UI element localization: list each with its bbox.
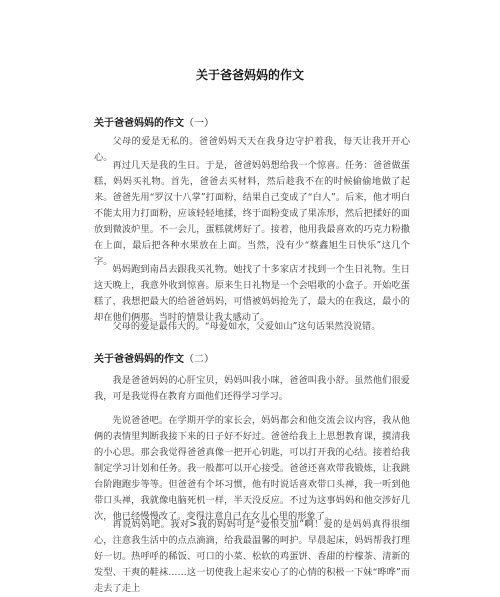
paragraph: 再过几天是我的生日。于是，爸爸妈妈想给我一个惊喜。任务：爸爸做蛋糕，妈妈买礼物。首先，爸爸去买材料，然后趁我不在的时候偷偷地做了起来。爸爸先用“罗汉十八掌”打面粉，结果自己变成了“白人”。后来，他才明白不能太用力打面粉，应该轻轻地揉，终于面粉变成了果冻形，然后把揉好的面放到微波炉里。不一会儿，蛋糕就烤好了。接着，他用我最喜欢的巧克力粉撒在上面，最后把各种水果放在上面。当然，没有少“蔡鑫旭生日快乐”这几个字。 [94,160,410,267]
paragraph: 父母的爱是无私的。爸爸妈妈天天在我身边守护着我，每天让我开开心心。 [94,136,410,163]
paragraph: 我是爸爸妈妈的心肝宝贝，妈妈叫我小咪，爸爸叫我小舒。虽然他们很爱我，可是我觉得在教育方面他们还得学习学习。 [94,375,410,402]
paragraph: 妈妈跑到南昌去跟我买礼物。她找了十多家店才找到一个生日礼物。生日这天晚上，我意外收到惊喜。原来生日礼物是一个会唱歌的小盒子。开始吃蛋糕了，我想把最大的给爸爸妈妈，可惜被妈妈抢先了，最大的在我这，最小的却在他们俩那。当时的情景让我太感动了。 [94,264,410,323]
paragraph: 父母的爱是最伟大的。“母爱如水，父爱如山”这句话果然没说错。 [112,321,381,332]
document-title: 关于爸爸妈妈的作文 [195,68,304,82]
paragraph: 再说妈妈吧。我对>我的妈妈可是“爱恨交加”啊！爱的是妈妈真得很细心，注意我生活中的点点滴滴，给我最温馨的呵护。早晨起床，妈妈帮我打理好一切。热呼呼的稀饭、可口的小菜、松软的鸡蛋饼、香甜的柠檬茶、清新的发型、干爽的鞋袜……这一切使我上起来安心了的心情的积极一下妹“哗哗”而走去了走上 [94,519,410,594]
paragraph: 先说爸爸吧。在学期开学的家长会，妈妈都会和他交流会议内容，我从他俩的表情里判断我接下来的日子好不好过。爸爸给我上上思想教育课，摸清我的小心思。那会我觉得爸爸真像一把开心钥匙，可以打开我的心结。接着给我制定学习计划和任务。我一般都可以开心接受。爸爸还喜欢带我锻炼，让我跳台阶跑跑步等等。但爸爸有个坏习惯，他有时说话喜欢带口头禅，我一听到他带口头禅，我就像电脑死机一样，半天没反应。不过为这事妈妈和他交涉好几次，他已经慢慢改了。变得注意自己在女儿心里的形象了。 [94,415,410,522]
section-heading: 关于爸爸妈妈的作文（二） [94,354,214,365]
section-heading: 关于爸爸妈妈的作文（一） [94,118,214,129]
